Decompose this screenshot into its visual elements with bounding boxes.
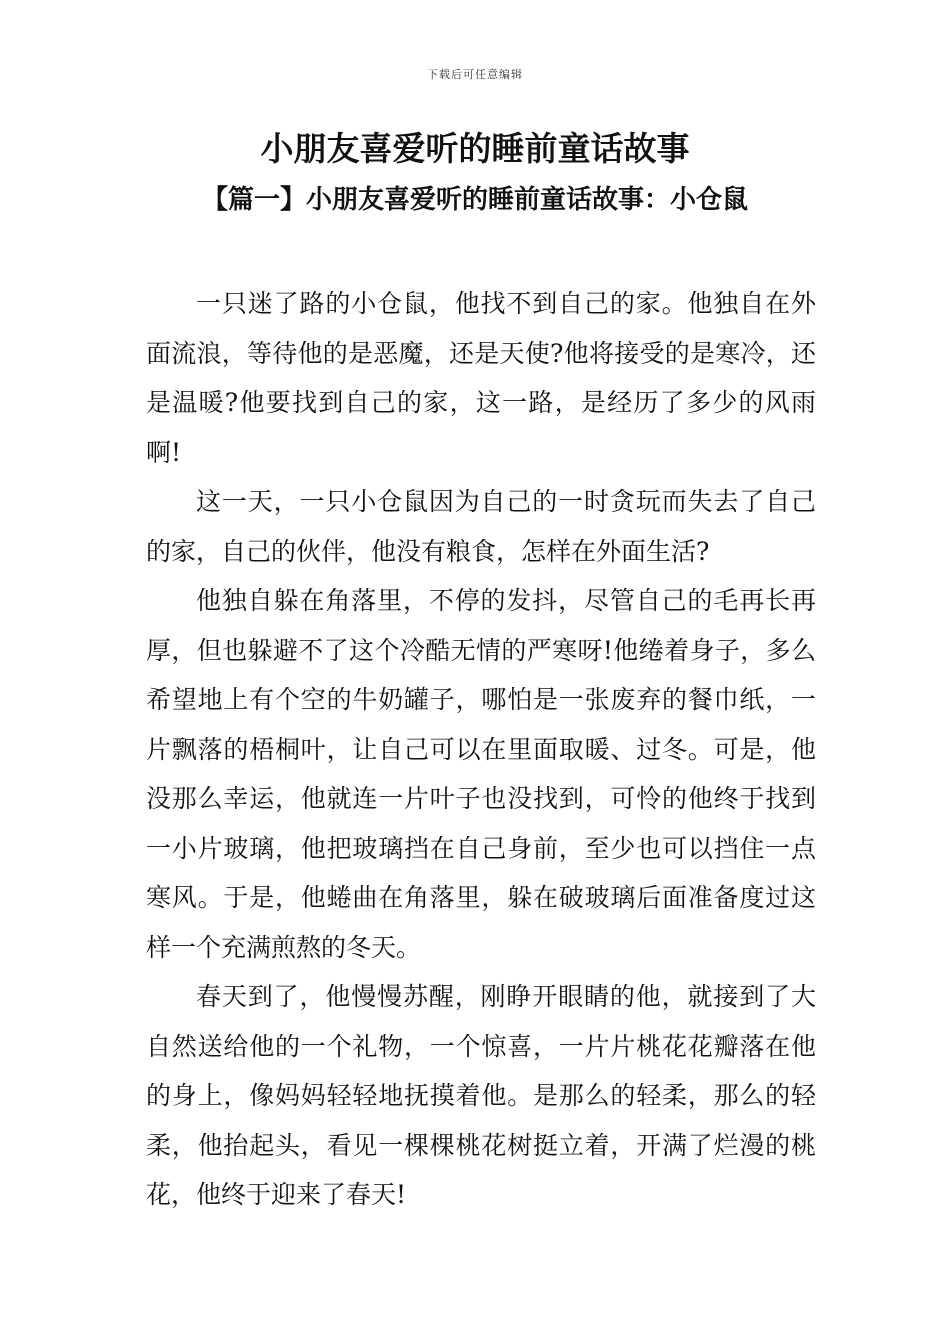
header-note: 下载后可任意编辑 [427,68,523,81]
paragraph-1: 一只迷了路的小仓鼠，他找不到自己的家。他独自在外面流浪，等待他的是恶魔，还是天使?他将接受的是寒冷，还是温暖?他要找到自己的家，这一路，是经历了多少的风雨啊! [146,289,816,467]
document-title: 小朋友喜爱听的睡前童话故事 [260,129,690,168]
paragraph-4: 春天到了，他慢慢苏醒，刚睁开眼睛的他，就接到了大自然送给他的一个礼物，一个惊喜，一片片桃花花瓣落在他的身上，像妈妈轻轻地抚摸着他。是那么的轻柔，那么的轻柔，他抬起头，看见一棵棵桃花树挺立着，开满了烂漫的桃花，他终于迎来了春天! [146,982,816,1209]
paragraph-2: 这一天，一只小仓鼠因为自己的一时贪玩而失去了自己的家，自己的伙伴，他没有粮食，怎样在外面生活? [146,487,816,566]
section-heading: 【篇一】小朋友喜爱听的睡前童话故事：小仓鼠 [201,185,748,215]
paragraph-3: 他独自躲在角落里，不停的发抖，尽管自己的毛再长再厚，但也躲避不了这个冷酷无情的严寒呀!他绻着身子，多么希望地上有个空的牛奶罐子，哪怕是一张废弃的餐巾纸，一片飘落的梧桐叶，让自己可以在里面取暖、过冬。可是，他没那么幸运，他就连一片叶子也没找到，可怜的他终于找到一小片玻璃，他把玻璃挡在自己身前，至少也可以挡住一点寒风。于是，他蜷曲在角落里，躲在破玻璃后面准备度过这样一个充满煎熬的冬天。 [146,586,816,962]
story-body [146,279,816,1220]
